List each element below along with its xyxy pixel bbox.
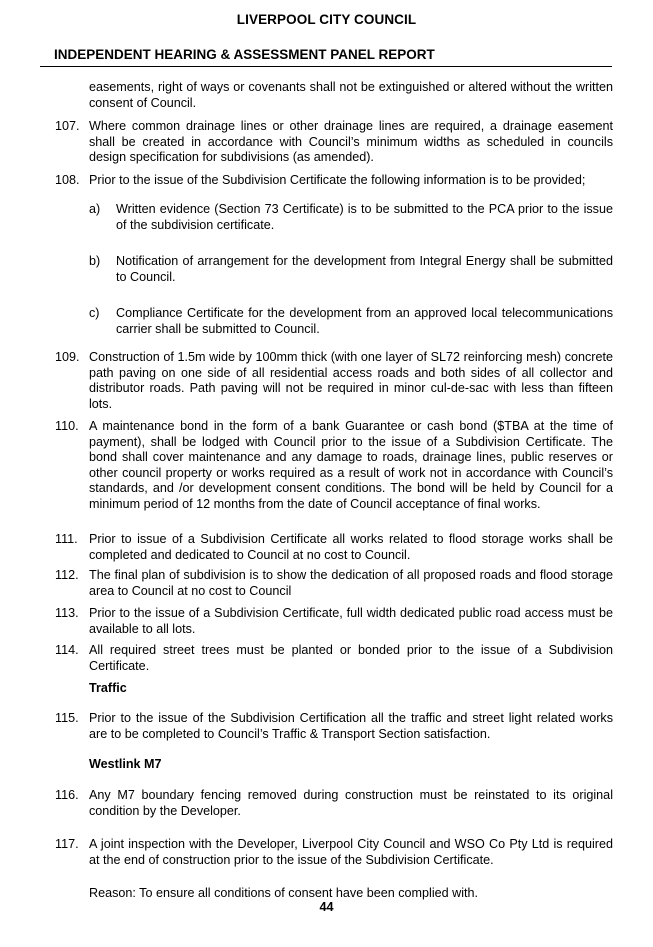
condition-112-number: 112. xyxy=(55,568,79,582)
condition-109-number: 109. xyxy=(55,350,80,364)
heading-westlink-m7: Westlink M7 xyxy=(89,757,162,771)
condition-112-text: The final plan of subdivision is to show the dedication of all proposed roads and flood storage area to Council at no cost to Council xyxy=(89,568,613,598)
condition-108a-text: Written evidence (Section 73 Certificate) is to be submitted to the PCA prior to the issue of the subdivision certificate. xyxy=(116,202,613,232)
condition-110-text: A maintenance bond in the form of a bank Guarantee or cash bond ($TBA at the time of payment), shall be lodged with Council prior to the issue of a Subdivision Certificate. The bond shall cover maintenance and any damage to roads, drainage lines, public reserves or other council property or works required as a result of work not in accordance with Council’s standards, and /or development consent conditions. The bond will be held by Council for a minimum period of 12 months from the date of Council acceptance of final works. xyxy=(89,419,613,511)
condition-108b-text: Notification of arrangement for the development from Integral Energy shall be submitted to Council. xyxy=(116,254,613,284)
reason-text: Reason: To ensure all conditions of consent have been complied with. xyxy=(89,886,479,900)
condition-108c-text: Compliance Certificate for the development from an approved local telecommunications carrier shall be submitted to Council. xyxy=(116,306,613,336)
condition-111-number: 111. xyxy=(55,532,78,546)
page-number: 44 xyxy=(319,900,334,914)
header-divider xyxy=(40,66,612,67)
heading-traffic: Traffic xyxy=(89,681,127,695)
report-title: INDEPENDENT HEARING & ASSESSMENT PANEL REPORT xyxy=(54,47,435,62)
condition-114-text: All required street trees must be planted or bonded prior to the issue of a Subdivision Certificate. xyxy=(89,643,613,673)
condition-108b-letter: b) xyxy=(89,254,101,268)
condition-114-number: 114. xyxy=(55,643,79,657)
condition-111-text: Prior to issue of a Subdivision Certificate all works related to flood storage works shall be completed and dedicated to Council at no cost to Council. xyxy=(89,532,613,562)
condition-117-text: A joint inspection with the Developer, Liverpool City Council and WSO Co Pty Ltd is required at the end of construction prior to the issue of the Subdivision Certificate. xyxy=(89,837,613,867)
continuation-text: easements, right of ways or covenants shall not be extinguished or altered without the written consent of Council. xyxy=(89,80,613,110)
condition-116-number: 116. xyxy=(55,788,79,802)
condition-110-number: 110. xyxy=(55,419,79,433)
condition-116-text: Any M7 boundary fencing removed during construction must be reinstated to its original condition by the Developer. xyxy=(89,788,613,818)
condition-108a-letter: a) xyxy=(89,202,101,216)
condition-117-number: 117. xyxy=(55,837,79,851)
condition-115-number: 115. xyxy=(55,711,79,725)
condition-107-text: Where common drainage lines or other drainage lines are required, a drainage easement shall be created in accordance with Council’s minimum widths as scheduled in councils design specification for subdivisions (as amended). xyxy=(89,119,613,165)
condition-115-text: Prior to the issue of the Subdivision Certification all the traffic and street light related works are to be completed to Council’s Traffic & Transport Section satisfaction. xyxy=(89,711,613,741)
condition-113-text: Prior to the issue of a Subdivision Certificate, full width dedicated public road access must be available to all lots. xyxy=(89,606,613,636)
condition-108-text: Prior to the issue of the Subdivision Certificate the following information is to be provided; xyxy=(89,173,586,187)
condition-107-number: 107. xyxy=(55,119,80,133)
council-title: LIVERPOOL CITY COUNCIL xyxy=(236,12,417,27)
condition-109-text: Construction of 1.5m wide by 100mm thick (with one layer of SL72 reinforcing mesh) concrete path paving on one side of all residential access roads and both sides of all collector and distributor roads. Path paving will not be required in minor cul-de-sac with less than fifteen lots. xyxy=(89,350,613,411)
condition-108-number: 108. xyxy=(55,173,80,187)
condition-108c-letter: c) xyxy=(89,306,100,320)
condition-113-number: 113. xyxy=(55,606,79,620)
